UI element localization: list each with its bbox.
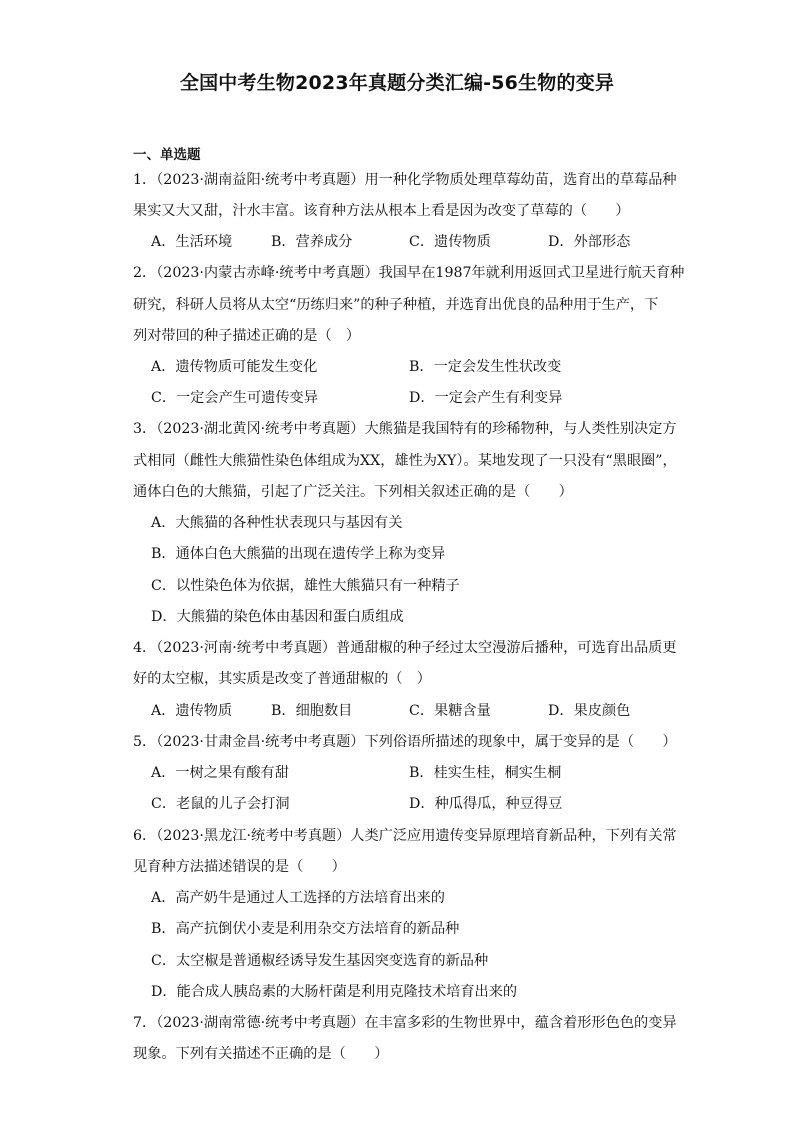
question-3-option-a: A．大熊猫的各种性状表现只与基因有关 (151, 515, 403, 531)
question-3-option-b: B．通体白色大熊猫的出现在遗传学上称为变异 (151, 546, 446, 562)
question-3-line-1: 3．（2023·湖北黄冈·统考中考真题）大熊猫是我国特有的珍稀物种，与人类性别决定方 (133, 421, 677, 437)
page-title: 全国中考生物2023年真题分类汇编-56生物的变异 (179, 72, 615, 94)
section-heading: 一、单选题 (133, 147, 201, 163)
question-1-option-d: D．外部形态 (548, 234, 631, 250)
question-5-option-d: D．种瓜得瓜，种豆得豆 (409, 796, 563, 812)
question-4-line-1: 4．（2023·河南·统考中考真题）普通甜椒的种子经过太空漫游后播种，可选育出品质更 (133, 640, 677, 656)
question-6-option-d: D．能合成人胰岛素的大肠杆菌是利用克隆技术培育出来的 (151, 984, 518, 1000)
question-2-option-c: C．一定会产生可遗传变异 (151, 390, 318, 406)
question-3-line-3: 通体白色的大熊猫，引起了广泛关注。下列相关叙述正确的是（ ） (133, 484, 573, 500)
question-4-option-a: A．遗传物质 (151, 703, 233, 719)
question-1-line-1: 1．（2023·湖南益阳·统考中考真题）用一种化学物质处理草莓幼苗，选育出的草莓品种 (133, 172, 677, 188)
question-3-option-c: C．以性染色体为依据，雄性大熊猫只有一种精子 (151, 578, 460, 594)
question-1-option-b: B．营养成分 (271, 234, 353, 250)
question-4-option-b: B．细胞数目 (271, 703, 353, 719)
question-2-option-d: D．一定会产生有利变异 (409, 390, 563, 406)
question-6-option-c: C．太空椒是普通椒经诱导发生基因突变选育的新品种 (151, 953, 489, 969)
question-6-line-2: 见育种方法描述错误的是（ ） (133, 859, 346, 875)
question-5-line-1: 5．（2023·甘肃金昌·统考中考真题）下列俗语所描述的现象中，属于变异的是（ ） (133, 734, 677, 750)
question-4-line-2: 好的太空椒，其实质是改变了普通甜椒的（ ） (133, 671, 431, 687)
question-1-option-a: A．生活环境 (151, 234, 233, 250)
question-3-line-2: 式相同（雌性大熊猫性染色体组成为XX，雄性为XY）。某地发现了一只没有“黑眼圈”， (133, 453, 677, 469)
question-5-option-b: B．桂实生桂，桐实生桐 (409, 765, 562, 781)
question-7-line-1: 7．（2023·湖南常德·统考中考真题）在丰富多彩的生物世界中，蕴含着形形色色的变异 (133, 1015, 677, 1031)
question-3-option-d: D．大熊猫的染色体由基因和蛋白质组成 (151, 609, 404, 625)
question-2-line-1: 2．（2023·内蒙古赤峰·统考中考真题）我国早在1987年就利用返回式卫星进行航天育种 (133, 265, 685, 281)
question-6-option-a: A．高产奶牛是通过人工选择的方法培育出来的 (151, 890, 445, 906)
question-2-option-b: B．一定会发生性状改变 (409, 359, 562, 375)
question-2-line-3: 列对带回的种子描述正确的是（ ） (133, 328, 361, 344)
question-5-option-a: A．一树之果有酸有甜 (151, 765, 289, 781)
question-1-line-2: 果实又大又甜，汁水丰富。该育种方法从根本上看是因为改变了草莓的（ ） (133, 203, 630, 219)
question-7-line-2: 现象。下列有关描述不正确的是（ ） (133, 1046, 389, 1062)
question-6-option-b: B．高产抗倒伏小麦是利用杂交方法培育的新品种 (151, 921, 460, 937)
question-6-line-1: 6．（2023·黑龙江·统考中考真题）人类广泛应用遗传变异原理培育新品种，下列有关常 (133, 828, 677, 844)
question-5-option-c: C．老鼠的儿子会打洞 (151, 796, 290, 812)
question-2-option-a: A．遗传物质可能发生变化 (151, 359, 318, 375)
question-4-option-d: D．果皮颜色 (548, 703, 631, 719)
question-2-line-2: 研究，科研人员将从太空“历练归来”的种子种植，并选育出优良的品种用于生产，下 (133, 297, 659, 313)
question-1-option-c: C．遗传物质 (409, 234, 491, 250)
question-4-option-c: C．果糖含量 (409, 703, 491, 719)
